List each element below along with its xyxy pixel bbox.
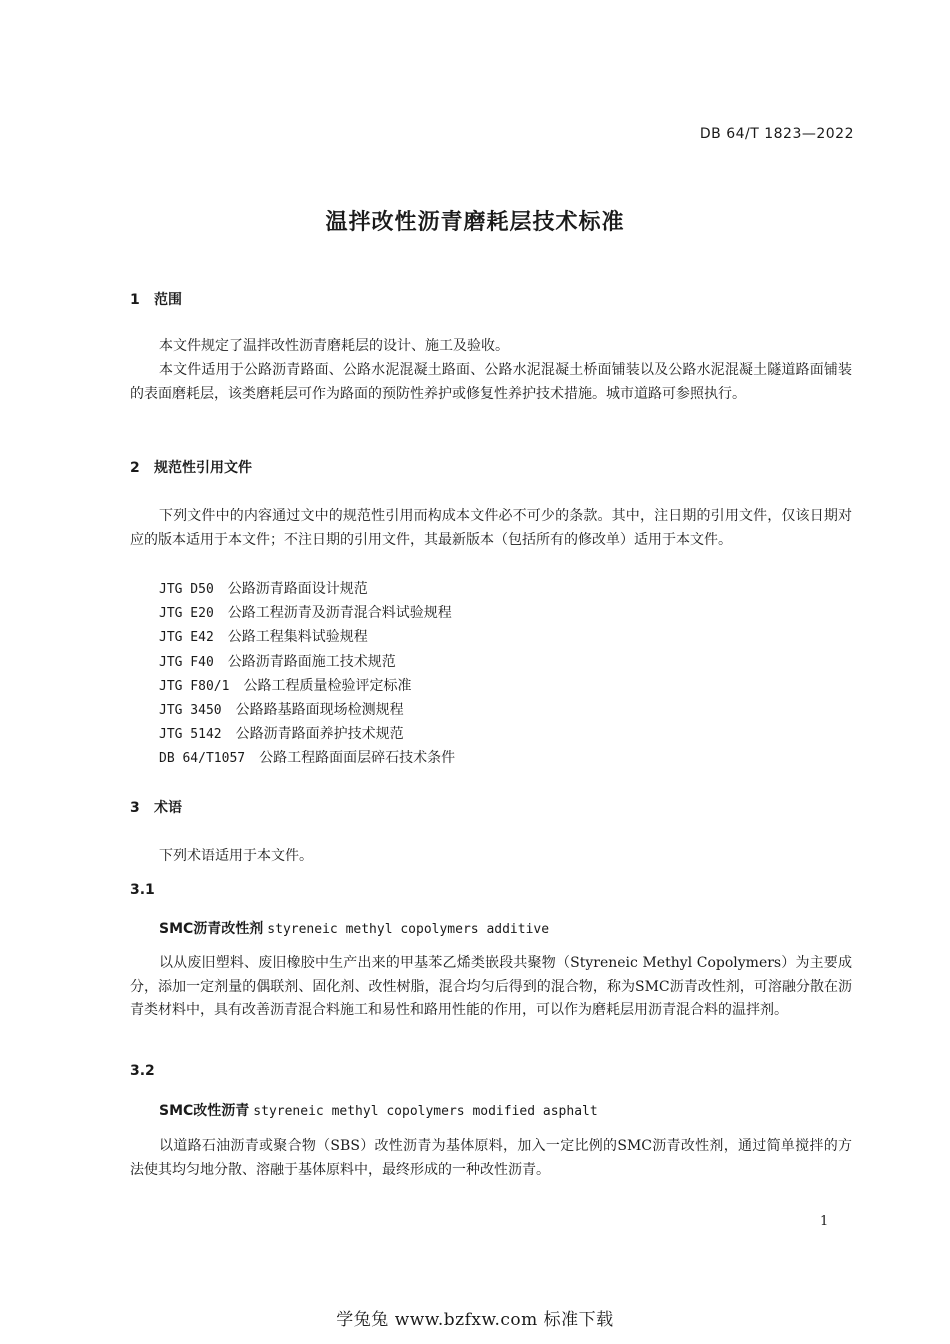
reference-name: 公路工程集料试验规程 xyxy=(227,629,368,645)
term-entry xyxy=(159,918,549,938)
term-chinese: SMC改性沥青 xyxy=(159,1103,250,1119)
reference-item xyxy=(159,651,396,671)
reference-item xyxy=(159,723,404,743)
document-title: 温拌改性沥青磨耗层技术标准 xyxy=(325,210,625,235)
section-number: 1 xyxy=(130,292,140,308)
term-english: styreneic methyl copolymers additive xyxy=(267,922,550,937)
clause-number: 3.1 xyxy=(130,882,155,898)
reference-item xyxy=(159,747,455,767)
page-number: 1 xyxy=(820,1214,829,1229)
section-title: 范围 xyxy=(154,292,182,308)
reference-code: JTG D50 xyxy=(159,582,214,597)
reference-code: JTG F40 xyxy=(159,655,214,670)
reference-name: 公路路基路面现场检测规程 xyxy=(235,702,404,718)
term-chinese: SMC沥青改性剂 xyxy=(159,921,264,937)
scope-paragraph-2: 本文件适用于公路沥青路面、公路水泥混凝土路面、公路水泥混凝土桥面铺装以及公路水泥混凝土隧道路面铺装的表面磨耗层，该类磨耗层可作为路面的预防性养护或修复性养护技术措施。城市道路可参照执行。 xyxy=(130,362,852,402)
reference-code: JTG E20 xyxy=(159,606,214,621)
reference-name: 公路工程沥青及沥青混合料试验规程 xyxy=(227,605,452,621)
reference-name: 公路沥青路面施工技术规范 xyxy=(227,654,396,670)
reference-code: JTG F80/1 xyxy=(159,679,230,694)
reference-item xyxy=(159,699,404,719)
reference-code: JTG 5142 xyxy=(159,727,222,742)
term-definition: 以从废旧塑料、废旧橡胶中生产出来的甲基苯乙烯类嵌段共聚物（Styreneic Methyl Copolymers）为主要成分，添加一定剂量的偶联剂、固化剂、改性树脂，混合均匀后得到的混合物，称为SMC沥青改性剂，可溶融分散在沥青类材料中，具有改善沥青混合料施工和易性和路用性能的作用，可以作为磨耗层用沥青混合料的温拌剂。 xyxy=(130,955,852,1018)
scope-paragraph-1: 本文件规定了温拌改性沥青磨耗层的设计、施工及验收。 xyxy=(159,338,509,354)
reference-code: DB 64/T1057 xyxy=(159,751,246,766)
section-heading-normative-references xyxy=(130,457,252,477)
reference-code: JTG E42 xyxy=(159,630,214,645)
term-english: styreneic methyl copolymers modified asphalt xyxy=(253,1104,598,1119)
section-heading-terms xyxy=(130,797,182,817)
footer-watermark: 学兔兔 www.bzfxw.com 标准下载 xyxy=(336,1310,614,1330)
term-definition: 以道路石油沥青或聚合物（SBS）改性沥青为基体原料，加入一定比例的SMC沥青改性剂，通过简单搅拌的方法使其均匀地分散、溶融于基体原料中，最终形成的一种改性沥青。 xyxy=(130,1138,852,1178)
section-number: 2 xyxy=(130,460,140,476)
reference-name: 公路沥青路面设计规范 xyxy=(227,581,368,597)
clause-number: 3.2 xyxy=(130,1063,155,1079)
reference-name: 公路工程路面面层碎石技术条件 xyxy=(259,750,456,766)
section-heading-scope xyxy=(130,289,182,309)
reference-item xyxy=(159,626,368,646)
reference-item xyxy=(159,675,411,695)
references-intro: 下列文件中的内容通过文中的规范性引用而构成本文件必不可少的条款。其中，注日期的引用文件，仅该日期对应的版本适用于本文件；不注日期的引用文件，其最新版本（包括所有的修改单）适用于本文件。 xyxy=(130,508,852,548)
reference-item xyxy=(159,602,452,622)
section-title: 术语 xyxy=(154,800,182,816)
standard-number: DB 64/T 1823—2022 xyxy=(699,126,854,142)
reference-name: 公路工程质量检验评定标准 xyxy=(243,678,412,694)
section-title: 规范性引用文件 xyxy=(154,460,252,476)
reference-name: 公路沥青路面养护技术规范 xyxy=(235,726,404,742)
reference-item xyxy=(159,578,368,598)
terms-intro: 下列术语适用于本文件。 xyxy=(159,848,313,864)
section-number: 3 xyxy=(130,800,140,816)
term-entry xyxy=(159,1100,598,1120)
reference-code: JTG 3450 xyxy=(159,703,222,718)
